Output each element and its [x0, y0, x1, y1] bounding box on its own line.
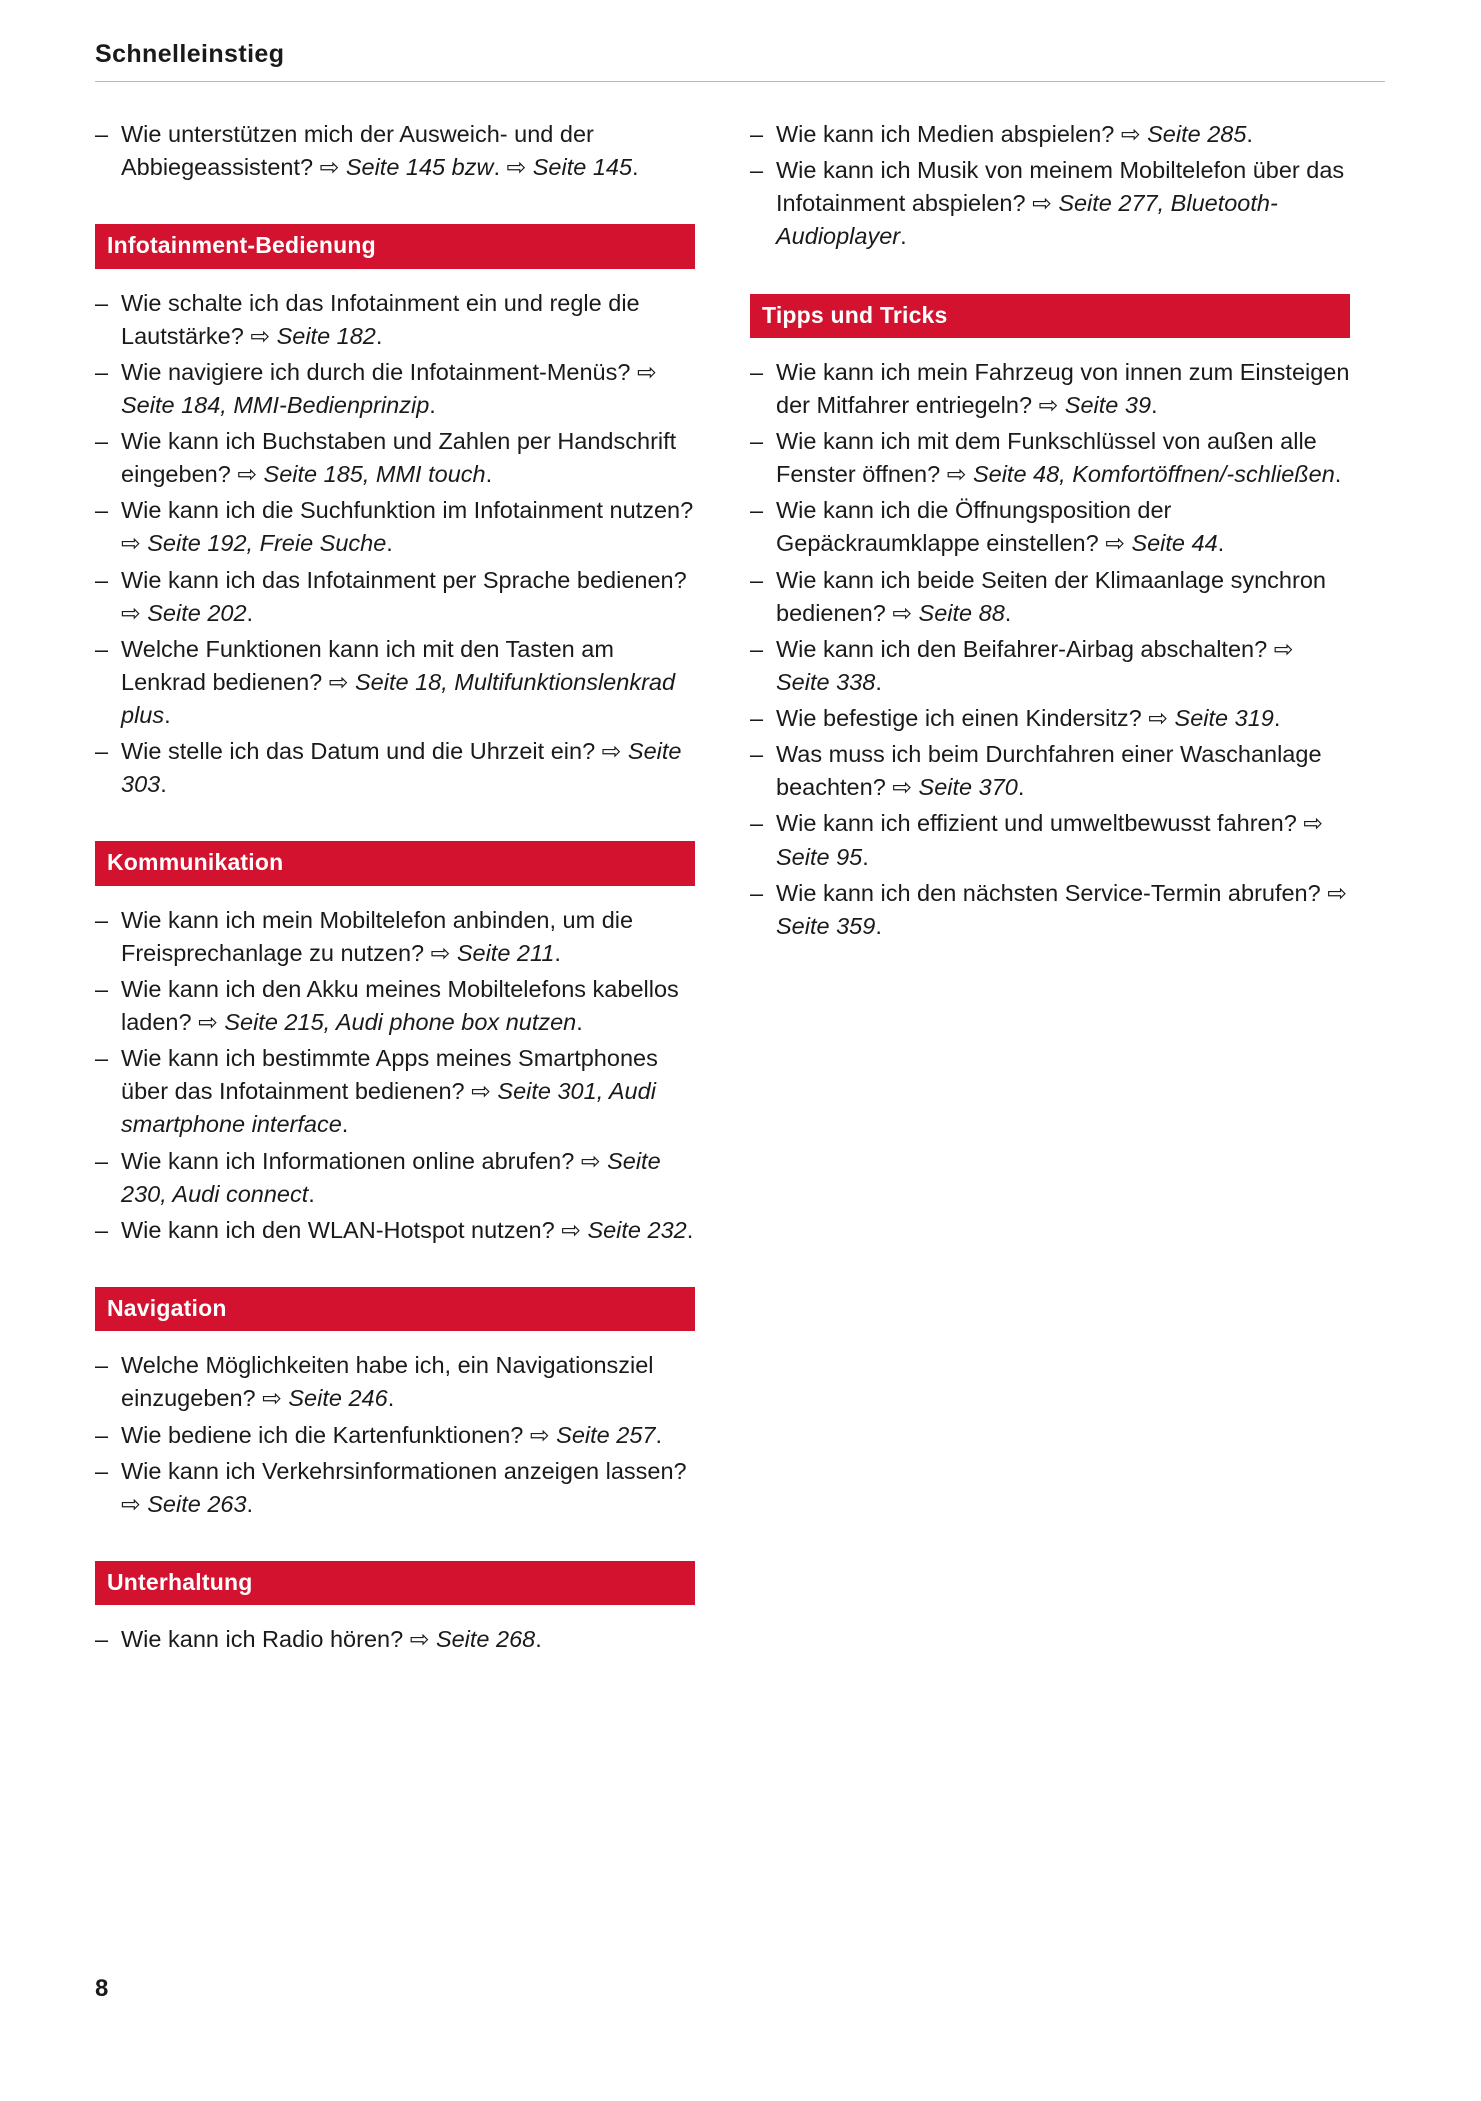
reference-arrow-icon: ⇨	[250, 322, 277, 349]
right-column	[750, 118, 1350, 1659]
list-item: – Wie schalte ich das Infotainment ein und regle die Lautstärke? ⇨ Seite 182.	[95, 287, 695, 353]
page-reference[interactable]: Seite 145	[532, 154, 633, 181]
reference-arrow-icon: ⇨	[1120, 121, 1148, 147]
list-item: – Wie kann ich Buchstaben und Zahlen per Handschrift eingeben? ⇨ Seite 185, MMI touch.	[95, 425, 695, 491]
header-divider	[95, 81, 1385, 82]
list-item: – Wie kann ich das Infotainment per Sprache bedienen? ⇨ Seite 202.	[95, 564, 695, 630]
section-heading: Navigation	[95, 1287, 695, 1331]
section-heading: Infotainment-Bedienung	[95, 224, 695, 268]
page-reference[interactable]: Seite 182	[276, 322, 376, 349]
right-sections	[750, 294, 1350, 943]
page-number: 8	[95, 1975, 109, 2002]
page-reference[interactable]: Seite 246	[288, 1385, 388, 1412]
section-heading: Unterhaltung	[95, 1561, 695, 1605]
page-reference[interactable]: Seite 257	[556, 1421, 656, 1448]
list-item: – Wie kann ich den Beifahrer-Airbag abschalten? ⇨ Seite 338.	[750, 633, 1350, 699]
page-reference[interactable]: Seite 88	[918, 599, 1005, 626]
reference-arrow-icon: ⇨	[1038, 391, 1065, 418]
list-item: – Wie kann ich effizient und umweltbewusst fahren? ⇨ Seite 95.	[750, 807, 1350, 873]
page-reference[interactable]: Seite 44	[1131, 530, 1218, 557]
list-item: – Wie kann ich Musik von meinem Mobiltelefon über das Infotainment abspielen? ⇨ Seite 277, Bluetooth-Audioplayer.	[750, 154, 1350, 253]
reference-arrow-icon: ⇨	[499, 154, 533, 181]
page-reference[interactable]: Seite 285	[1147, 121, 1247, 147]
reference-arrow-icon: ⇨	[121, 1490, 148, 1517]
page-title: Schnelleinstieg	[95, 40, 285, 68]
list-item: – Wie befestige ich einen Kindersitz? ⇨ Seite 319.	[750, 702, 1350, 735]
list-item: – Wie kann ich Informationen online abrufen? ⇨ Seite 230, Audi connect.	[95, 1145, 695, 1211]
list-item: – Wie kann ich den nächsten Service-Termin abrufen? ⇨ Seite 359.	[750, 877, 1350, 943]
page-reference[interactable]: Seite 95	[776, 843, 863, 870]
page-reference[interactable]: Seite 263	[147, 1490, 247, 1517]
list-item: – Wie unterstützen mich der Ausweich- und der Abbiegeassistent? ⇨ Seite 145 bzw. ⇨ Seite 145.	[95, 118, 695, 184]
list-item: – Wie kann ich beide Seiten der Klimaanlage synchron bedienen? ⇨ Seite 88.	[750, 564, 1350, 630]
reference-arrow-icon: ⇨	[1273, 635, 1294, 662]
list-item: – Wie kann ich den Akku meines Mobiltelefons kabellos laden? ⇨ Seite 215, Audi phone box nutzen.	[95, 973, 695, 1039]
section-list	[95, 287, 695, 802]
list-item: – Wie kann ich bestimmte Apps meines Smartphones über das Infotainment bedienen? ⇨ Seite 301, Audi smartphone interface.	[95, 1042, 695, 1141]
page-reference[interactable]: Seite 370	[918, 774, 1018, 801]
page-reference[interactable]: Seite 277, Bluetooth-Audioplayer	[776, 190, 1278, 250]
list-item: – Wie kann ich Verkehrsinformationen anzeigen lassen? ⇨ Seite 263.	[95, 1455, 695, 1521]
reference-arrow-icon: ⇨	[892, 599, 919, 626]
page-reference[interactable]: Seite 39	[1064, 391, 1152, 418]
list-item: – Wie kann ich den WLAN-Hotspot nutzen? ⇨ Seite 232.	[95, 1214, 695, 1247]
page-reference[interactable]: Seite 215, Audi phone box nutzen	[224, 1009, 577, 1036]
list-item: – Wie kann ich mit dem Funkschlüssel von außen alle Fenster öffnen? ⇨ Seite 48, Komfortöffnen/-schließen.	[750, 425, 1350, 491]
reference-arrow-icon: ⇨	[319, 154, 346, 181]
list-item: – Wie kann ich Medien abspielen? ⇨ Seite 285.	[750, 118, 1350, 151]
page-reference[interactable]: Seite 359	[776, 912, 876, 939]
page-header	[95, 40, 1385, 82]
page-reference[interactable]: Seite 184, MMI-Bedienprinzip	[121, 391, 430, 418]
reference-arrow-icon: ⇨	[409, 1626, 436, 1653]
list-item: – Wie navigiere ich durch die Infotainment-Menüs? ⇨ Seite 184, MMI-Bedienprinzip.	[95, 356, 695, 422]
page-reference[interactable]: Seite 185, MMI touch	[263, 461, 486, 488]
list-item: – Welche Möglichkeiten habe ich, ein Navigationsziel einzugeben? ⇨ Seite 246.	[95, 1349, 695, 1415]
list-item: – Wie bediene ich die Kartenfunktionen? ⇨ Seite 257.	[95, 1419, 695, 1452]
page-reference[interactable]: Seite 145 bzw	[345, 154, 494, 181]
list-item: – Wie kann ich die Öffnungsposition der Gepäckraumklappe einstellen? ⇨ Seite 44.	[750, 494, 1350, 560]
section-list	[95, 904, 695, 1247]
reference-arrow-icon: ⇨	[601, 738, 628, 765]
right-intro-list	[750, 118, 1350, 254]
list-item: – Wie kann ich die Suchfunktion im Infotainment nutzen? ⇨ Seite 192, Freie Suche.	[95, 494, 695, 560]
page-reference[interactable]: Seite 303	[121, 738, 682, 798]
page-reference[interactable]: Seite 268	[435, 1626, 536, 1653]
reference-arrow-icon: ⇨	[471, 1078, 498, 1105]
page-reference[interactable]: Seite 319	[1174, 705, 1274, 732]
list-item: – Wie kann ich mein Fahrzeug von innen zum Einsteigen der Mitfahrer entriegeln? ⇨ Seite 39.	[750, 356, 1350, 422]
reference-arrow-icon: ⇨	[1148, 705, 1175, 732]
list-item: – Wie kann ich mein Mobiltelefon anbinden, um die Freisprechanlage zu nutzen? ⇨ Seite 211.	[95, 904, 695, 970]
page-reference[interactable]: Seite 301, Audi smartphone interface	[121, 1078, 656, 1138]
reference-arrow-icon: ⇨	[237, 461, 264, 488]
page-reference[interactable]: Seite 48, Komfortöffnen/-schließen	[972, 461, 1335, 488]
page-reference[interactable]: Seite 202	[147, 599, 247, 626]
section-heading: Kommunikation	[95, 841, 695, 885]
section-list	[95, 1349, 695, 1521]
list-item: – Wie stelle ich das Datum und die Uhrzeit ein? ⇨ Seite 303.	[95, 735, 695, 801]
page-reference[interactable]: Seite 211	[456, 939, 555, 966]
page-reference[interactable]: Seite 338	[776, 668, 876, 695]
reference-arrow-icon: ⇨	[262, 1385, 289, 1412]
left-column	[95, 118, 695, 1659]
left-sections	[95, 224, 695, 1656]
page-reference[interactable]: Seite 230, Audi connect	[121, 1147, 661, 1207]
reference-arrow-icon: ⇨	[1032, 190, 1059, 217]
reference-arrow-icon: ⇨	[121, 599, 148, 626]
reference-arrow-icon: ⇨	[1303, 810, 1323, 837]
section-list	[95, 1623, 695, 1656]
reference-arrow-icon: ⇨	[430, 939, 457, 966]
reference-arrow-icon: ⇨	[121, 530, 148, 557]
page-reference[interactable]: Seite 232	[587, 1216, 687, 1243]
reference-arrow-icon: ⇨	[561, 1216, 588, 1243]
content-columns	[95, 118, 1395, 1659]
page-reference[interactable]: Seite 18, Multifunktionslenkrad plus	[121, 668, 676, 729]
section-list	[750, 356, 1350, 943]
list-item: – Was muss ich beim Durchfahren einer Waschanlage beachten? ⇨ Seite 370.	[750, 738, 1350, 804]
reference-arrow-icon: ⇨	[1327, 879, 1347, 906]
list-item: – Welche Funktionen kann ich mit den Tasten am Lenkrad bedienen? ⇨ Seite 18, Multifunktionslenkrad plus.	[95, 633, 695, 732]
reference-arrow-icon: ⇨	[892, 774, 919, 801]
reference-arrow-icon: ⇨	[529, 1421, 557, 1448]
reference-arrow-icon: ⇨	[636, 358, 657, 385]
section-heading: Tipps und Tricks	[750, 294, 1350, 338]
reference-arrow-icon: ⇨	[1105, 530, 1132, 557]
page-reference[interactable]: Seite 192, Freie Suche	[147, 530, 387, 557]
left-intro-list	[95, 118, 695, 184]
list-item: – Wie kann ich Radio hören? ⇨ Seite 268.	[95, 1623, 695, 1656]
reference-arrow-icon: ⇨	[580, 1147, 608, 1174]
reference-arrow-icon: ⇨	[328, 668, 355, 695]
reference-arrow-icon: ⇨	[946, 461, 973, 488]
reference-arrow-icon: ⇨	[198, 1009, 225, 1036]
